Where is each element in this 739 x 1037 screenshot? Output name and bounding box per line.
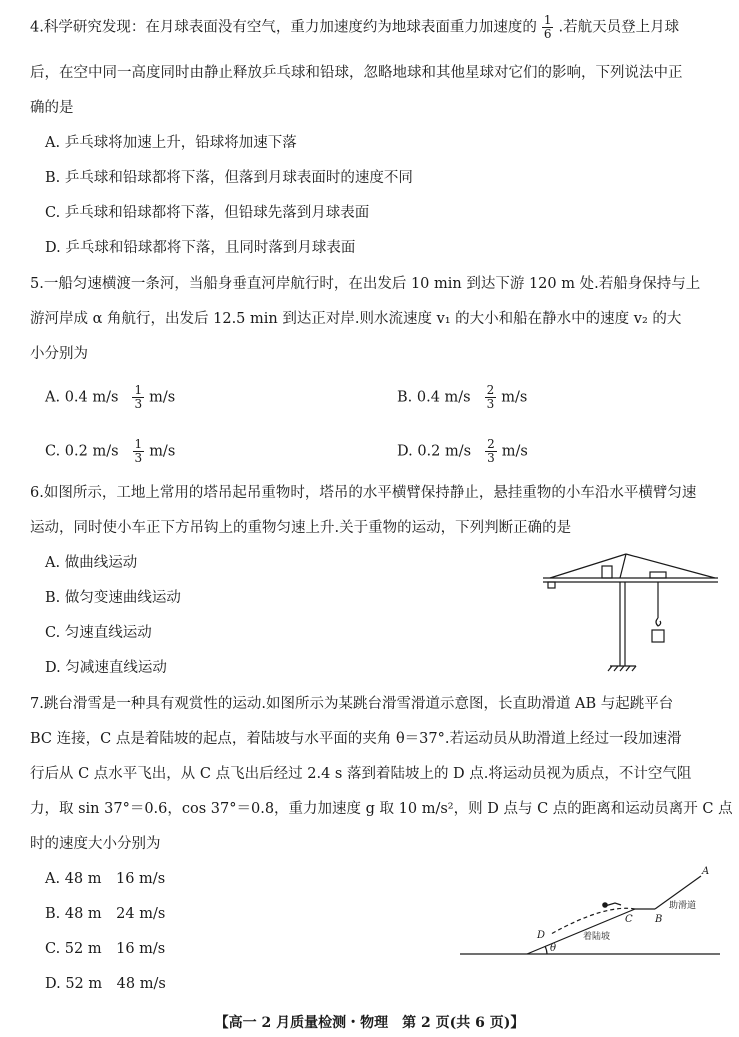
q7-stem-line5: 时的速度大小分别为 — [30, 836, 161, 852]
fraction-one-sixth: $\frac{1}{6}$ — [543, 13, 552, 41]
q6-option-b: B. 做匀变速曲线运动 — [45, 590, 181, 606]
q5-option-c: C. 0.2 m/s $\frac{1}{3}$ m/s — [45, 437, 176, 465]
label-point-b: B — [655, 914, 663, 925]
q7-option-a: A. 48 m 16 m/s — [45, 871, 166, 887]
page-footer: 【高一 2 月质量检测・物理 第 2 页(共 6 页)】 — [214, 1015, 525, 1031]
q6-stem-line1: 6.如图所示，工地上常用的塔吊起吊重物时，塔吊的水平横臂保持静止，悬挂重物的小车沿水平横臂匀速 — [30, 485, 697, 501]
q5-option-a: A. 0.4 m/s $\frac{1}{3}$ m/s — [45, 383, 176, 411]
tower-crane-figure — [540, 548, 720, 673]
ski-jump-figure — [455, 862, 725, 962]
q5-option-b: B. 0.4 m/s $\frac{2}{3}$ m/s — [397, 383, 528, 411]
q4-stem-line1: 4.科学研究发现：在月球表面没有空气，重力加速度约为地球表面重力加速度的 $\frac{1}{6}$ .若航天员登上月球 — [30, 13, 680, 41]
q4-stem-line2: 后，在空中同一高度同时由静止释放乒乓球和铅球，忽略地球和其他星球对它们的影响，下列说法中正 — [30, 65, 683, 81]
label-point-d: D — [537, 930, 546, 941]
q6-option-c: C. 匀速直线运动 — [45, 625, 152, 641]
q6-option-d: D. 匀减速直线运动 — [45, 660, 167, 676]
label-ramp: 助滑道 — [669, 901, 697, 911]
q6-option-a: A. 做曲线运动 — [45, 555, 138, 571]
q7-stem-line1: 7.跳台滑雪是一种具有观赏性的运动.如图所示为某跳台滑雪滑道示意图，长直助滑道 AB 与起跳平台 — [30, 696, 674, 712]
q4-option-c: C. 乒乓球和铅球都将下落，但铅球先落到月球表面 — [45, 205, 370, 221]
q7-option-d: D. 52 m 48 m/s — [45, 976, 166, 992]
label-landing-slope: 着陆坡 — [583, 932, 611, 942]
q7-stem-line4: 力，取 sin 37°＝0.6，cos 37°＝0.8，重力加速度 g 取 10 m/s²，则 D 点与 C 点的距离和运动员离开 C 点 — [30, 801, 733, 817]
q7-stem-line2: BC 连接，C 点是着陆坡的起点，着陆坡与水平面的夹角 θ＝37°.若运动员从助滑道上经过一段加速滑 — [30, 731, 682, 747]
q7-option-b: B. 48 m 24 m/s — [45, 906, 166, 922]
q4-option-a: A. 乒乓球将加速上升，铅球将加速下落 — [45, 135, 297, 151]
q6-stem-line2: 运动，同时使小车正下方吊钩上的重物匀速上升.关于重物的运动，下列判断正确的是 — [30, 520, 572, 536]
q4-option-b: B. 乒乓球和铅球都将下落，但落到月球表面时的速度不同 — [45, 170, 413, 186]
q5-stem-line3: 小分别为 — [30, 346, 88, 362]
q7-option-c: C. 52 m 16 m/s — [45, 941, 166, 957]
q4-stem-line3: 确的是 — [30, 100, 74, 116]
label-angle-theta: θ — [550, 943, 557, 954]
q4-option-d: D. 乒乓球和铅球都将下落，且同时落到月球表面 — [45, 240, 356, 256]
q5-stem-line2: 游河岸成 α 角航行，出发后 12.5 min 到达正对岸.则水流速度 v₁ 的大小和船在静水中的速度 v₂ 的大 — [30, 311, 682, 327]
label-point-a: A — [702, 866, 710, 877]
q5-option-d: D. 0.2 m/s $\frac{2}{3}$ m/s — [397, 437, 528, 465]
q7-stem-line3: 行后从 C 点水平飞出，从 C 点飞出后经过 2.4 s 落到着陆坡上的 D 点.将运动员视为质点，不计空气阻 — [30, 766, 692, 782]
label-point-c: C — [625, 914, 633, 925]
q5-stem-line1: 5.一船匀速横渡一条河，当船身垂直河岸航行时，在出发后 10 min 到达下游 120 m 处.若船身保持与上 — [30, 276, 701, 292]
